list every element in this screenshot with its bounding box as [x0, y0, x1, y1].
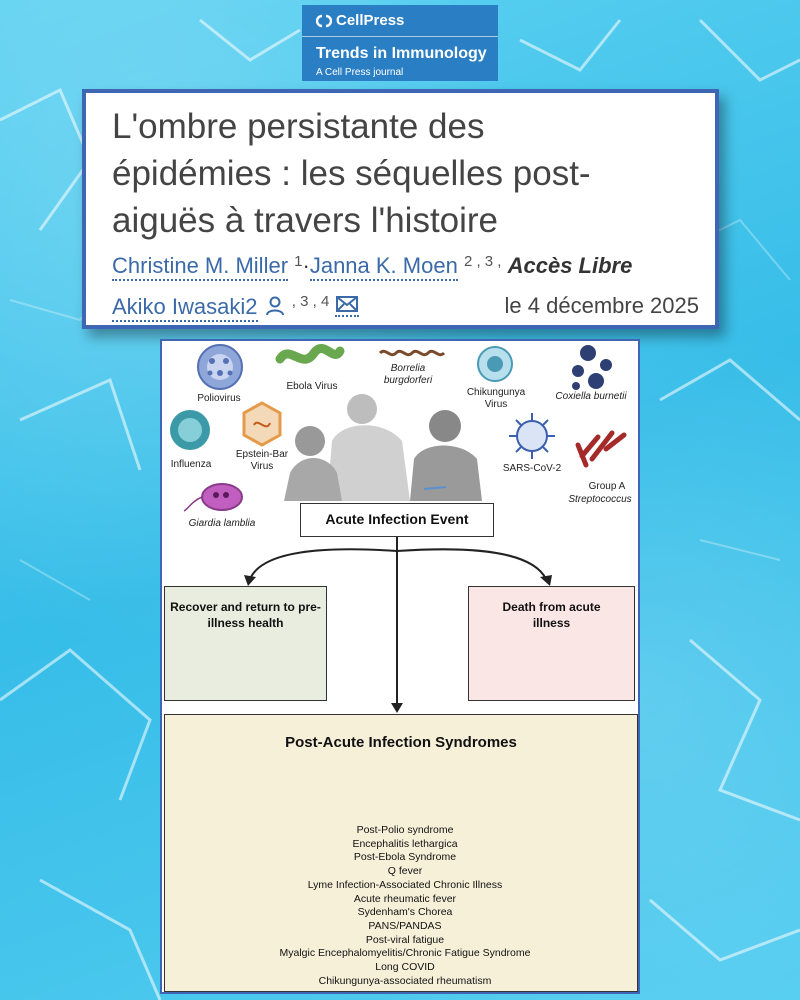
label-chikungunya: Chikungunya Virus: [466, 387, 526, 410]
open-access-label: Accès Libre: [507, 253, 633, 278]
article-header-card: [82, 89, 719, 329]
syndrome-item: Long COVID: [375, 961, 435, 974]
syndrome-item: Myalgic Encephalomyelitis/Chronic Fatigue Syndrome: [279, 947, 531, 960]
epstein-barr-virus-icon: [244, 403, 280, 445]
label-borrelia: Borrelia burgdorferi: [383, 363, 433, 386]
syndrome-item: Q fever: [387, 865, 423, 878]
syndrome-item: Lyme Infection-Associated Chronic Illness: [307, 878, 503, 891]
graphical-abstract: [160, 339, 640, 994]
label-influenza: Influenza: [170, 459, 212, 470]
article-title: [112, 103, 702, 244]
syndrome-list: [245, 824, 565, 988]
author-link-moen[interactable]: Janna K. Moen: [310, 253, 458, 281]
publisher-name: CellPress: [336, 12, 405, 29]
journal-subtitle: A Cell Press journal: [316, 67, 404, 78]
author-affiliation-moen: 2 , 3 ,: [463, 253, 502, 270]
author-link-miller[interactable]: Christine M. Miller: [112, 253, 288, 281]
author-affiliation-iwasaki: , 3 , 4: [291, 293, 330, 310]
author-affiliation-miller: 1: [294, 253, 303, 270]
title-line-2: épidémies : les séquelles post-: [112, 154, 591, 193]
sick-people-illustration: [284, 394, 482, 501]
recover-box: [164, 586, 327, 701]
chikungunya-virus-icon: [478, 347, 512, 381]
cellpress-logo-icon: [316, 14, 332, 28]
post-acute-syndromes-box: [164, 714, 638, 992]
death-text: Death from acute illness: [502, 600, 601, 630]
label-group-a: Group A: [588, 481, 626, 492]
journal-name: Trends in Immunology: [316, 45, 487, 62]
sars-cov-2-icon: [509, 413, 555, 459]
publisher-logo: [316, 12, 404, 29]
label-coxiella: Coxiella burnetii: [555, 391, 627, 402]
title-line-1: L'ombre persistante des: [112, 107, 485, 146]
authors-line-1: [112, 253, 632, 279]
syndrome-item: Acute rheumatic fever: [353, 892, 457, 905]
label-ebv: Epstein-Bar Virus: [235, 449, 289, 472]
title-line-3: aiguës à travers l'histoire: [112, 201, 499, 240]
label-poliovirus: Poliovirus: [197, 393, 241, 404]
streptococcus-icon: [578, 433, 624, 465]
syndrome-item: Chikungunya-associated rheumatism: [318, 974, 492, 987]
authors-line-2: [112, 293, 359, 320]
giardia-icon: [184, 484, 242, 511]
mail-icon[interactable]: [335, 293, 359, 317]
label-streptococcus: Streptococcus: [568, 494, 632, 505]
syndrome-item: PANS/PANDAS: [368, 919, 442, 932]
publication-date: le 4 décembre 2025: [504, 293, 699, 318]
poliovirus-icon: [198, 345, 242, 389]
journal-badge: [302, 5, 498, 81]
label-giardia: Giardia lamblia: [188, 518, 256, 529]
ebola-virus-icon: [280, 348, 340, 359]
influenza-icon: [170, 410, 210, 450]
syndrome-item: Post-viral fatigue: [365, 933, 445, 946]
syndrome-item: Encephalitis lethargica: [352, 837, 458, 850]
author-link-iwasaki[interactable]: Akiko Iwasaki2: [112, 294, 258, 322]
author-separator: ·: [302, 253, 310, 278]
recover-text: Recover and return to pre-illness health: [170, 600, 321, 630]
badge-divider: [302, 36, 498, 37]
acute-infection-event-box: Acute Infection Event: [300, 503, 494, 537]
borrelia-icon: [380, 351, 444, 354]
coxiella-icon: [572, 345, 612, 390]
death-box: [468, 586, 635, 701]
label-ebola: Ebola Virus: [286, 381, 338, 392]
label-sars-cov-2: SARS-CoV-2: [502, 463, 562, 474]
syndrome-item: Post-Ebola Syndrome: [353, 851, 457, 864]
person-icon[interactable]: [264, 295, 286, 317]
syndrome-item: Sydenham's Chorea: [357, 906, 453, 919]
syndrome-item: Post-Polio syndrome: [356, 824, 454, 836]
pais-title: Post-Acute Infection Syndromes: [285, 734, 517, 751]
